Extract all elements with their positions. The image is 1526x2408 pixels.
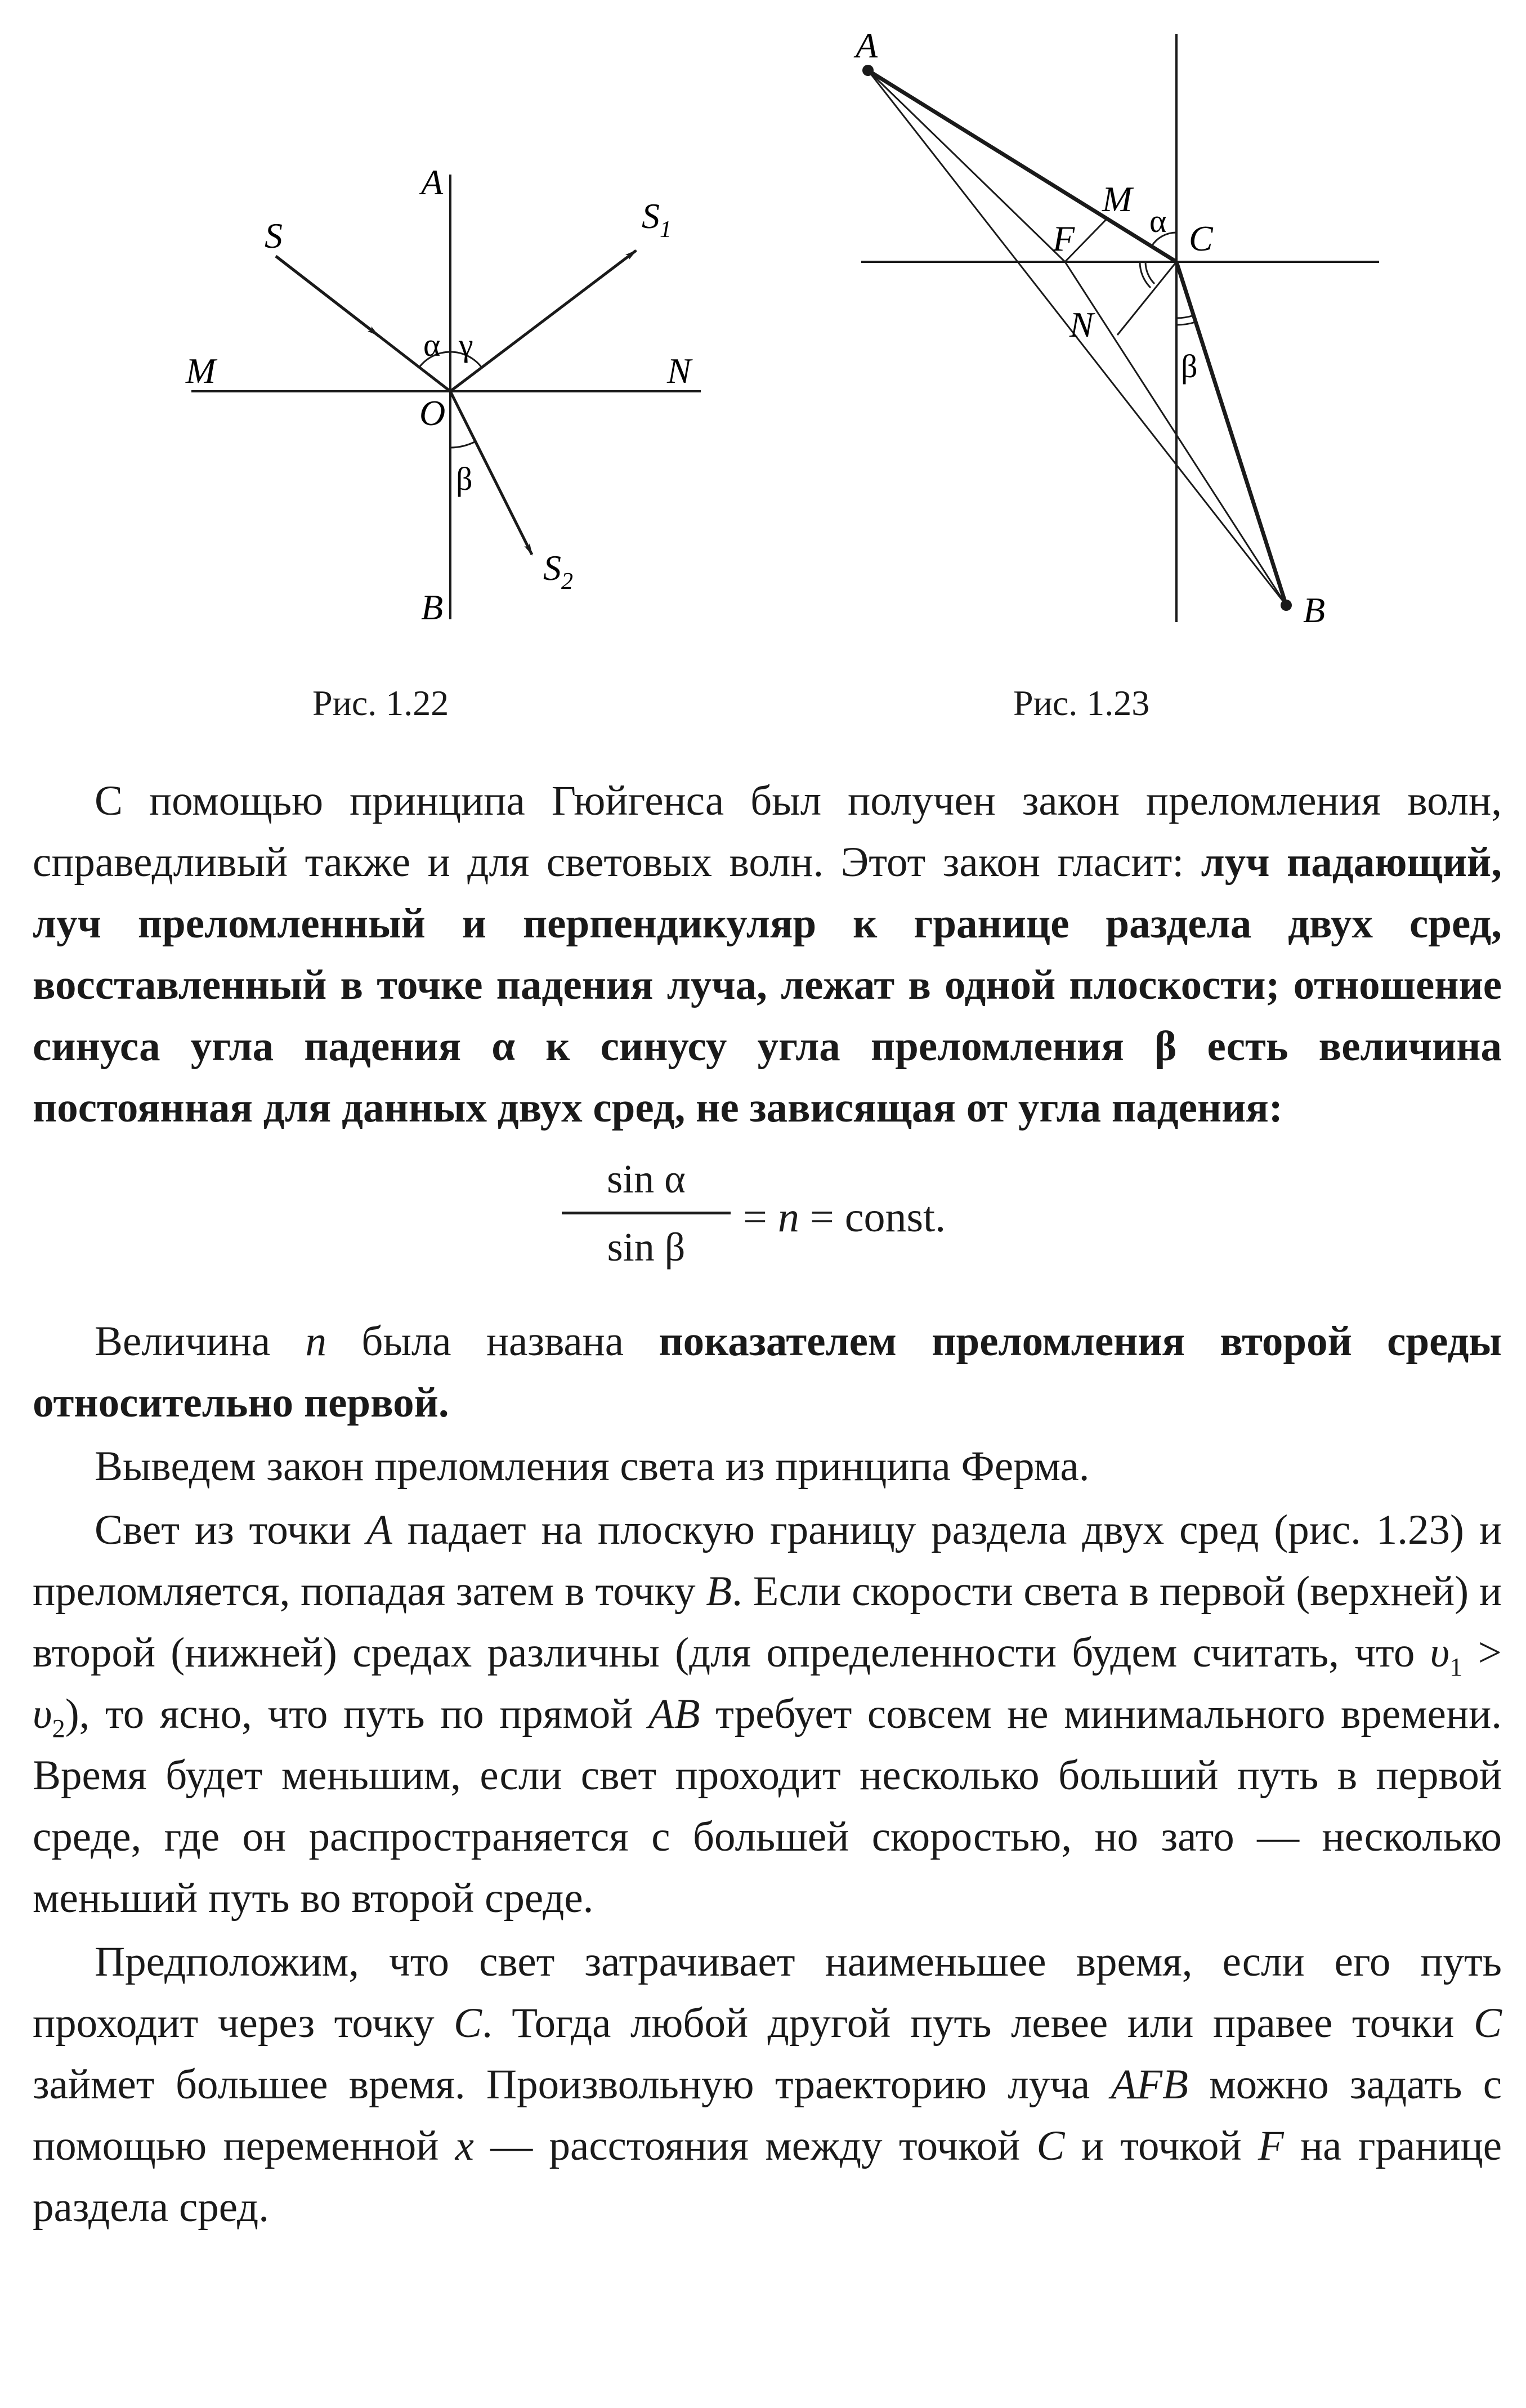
figure-1-22-caption: Рис. 1.22: [312, 683, 449, 723]
label-f: F: [1053, 218, 1075, 258]
label-beta: β: [1181, 348, 1198, 385]
snell-formula: [33, 1142, 1502, 1305]
angle-arc-beta: [1176, 315, 1194, 318]
label-beta: β: [456, 461, 473, 497]
label-gamma: γ: [459, 327, 473, 363]
body-text: [33, 770, 1502, 2238]
formula-rhs: = n = const.: [743, 1194, 946, 1241]
label-c: C: [1189, 218, 1213, 258]
angle-arc-at-c: [1145, 262, 1154, 284]
formula-numerator: sin α: [607, 1156, 686, 1201]
figure-1-23-caption: Рис. 1.23: [1013, 683, 1150, 723]
reflected-ray: [450, 251, 636, 391]
paragraph-minimum-time: Предположим, что свет затрачивает наименьшее время, если его путь проходит через точку C. Тогда любой другой путь левее или правее точки C займет большее время. Произвольную траекторию луча AFB можно задать с помощью переменной x — расстояния между точкой C и точкой F на границе раздела сред.: [33, 1938, 1502, 2231]
label-s2: $S_2$: [543, 548, 573, 595]
label-a: A: [856, 25, 878, 65]
ray-c-b: [1176, 262, 1286, 605]
law-statement: луч падающий, луч преломленный и перпендикуляр к границе раздела двух сред, восставленный в точке падения луча, лежат в одной плоскости; отношение синуса угла падения α к синусу угла преломления β есть величина постоянная для данных двух сред, не зависящая от угла падения:: [33, 839, 1502, 1131]
label-n: N: [1069, 305, 1094, 345]
point-b: [1281, 600, 1292, 611]
figure-1-23: [833, 11, 1396, 653]
label-m: M: [1102, 179, 1133, 219]
figure-1-22: [169, 135, 721, 642]
paragraph-fermat-intro: Выведем закон преломления света из принципа Ферма.: [95, 1443, 1090, 1490]
label-m: M: [186, 351, 216, 391]
paragraph-refraction-law: С помощью принципа Гюйгенса был получен закон преломления волн, справедливый также и для световых волн. Этот закон гласит: луч падающий, луч преломленный и перпендикуляр к границе раздела двух сред, восставленный в точке падения луча, лежат в одной плоскости; отношение синуса угла падения α к синусу угла преломления β есть величина постоянная для данных двух сред, не зависящая от угла падения:: [33, 778, 1502, 1131]
label-s: S: [265, 216, 283, 256]
formula-fraction: [562, 1151, 731, 1275]
label-alpha: α: [423, 327, 441, 363]
paragraph-index-definition: Величина n была названа показателем преломления второй среды относительно первой.: [33, 1318, 1502, 1426]
label-n: N: [667, 351, 691, 391]
label-b: B: [421, 587, 444, 627]
angle-arc-beta: [450, 441, 476, 448]
paragraph-light-path: Свет из точки A падает на плоскую границу раздела двух сред (рис. 1.23) и преломляется, попадая затем в точку B. Если скорости света в первой (верхней) и второй (нижней) средах различны (для определенности будем считать, что $\upsilon_1 > \upsilon_2$), то ясно, что путь по прямой AB требует совсем не минимального времени. Время будет меньшим, если свет проходит несколько больший путь в первой среде, где он распространяется с большей скоростью, но зато — несколько меньший путь во второй среде.: [33, 1507, 1502, 1922]
ray-a-c: [868, 70, 1176, 262]
label-b: B: [1303, 590, 1326, 630]
figure-1-22-drawing: [169, 135, 721, 642]
figure-1-23-drawing: [833, 11, 1396, 653]
label-alpha: α: [1149, 203, 1167, 239]
label-a: A: [421, 162, 444, 202]
label-o: O: [419, 393, 446, 433]
label-s1: $S_1$: [642, 196, 672, 243]
formula-denominator: sin β: [607, 1225, 686, 1270]
point-a: [862, 65, 874, 76]
ray-a-f: [868, 70, 1065, 262]
